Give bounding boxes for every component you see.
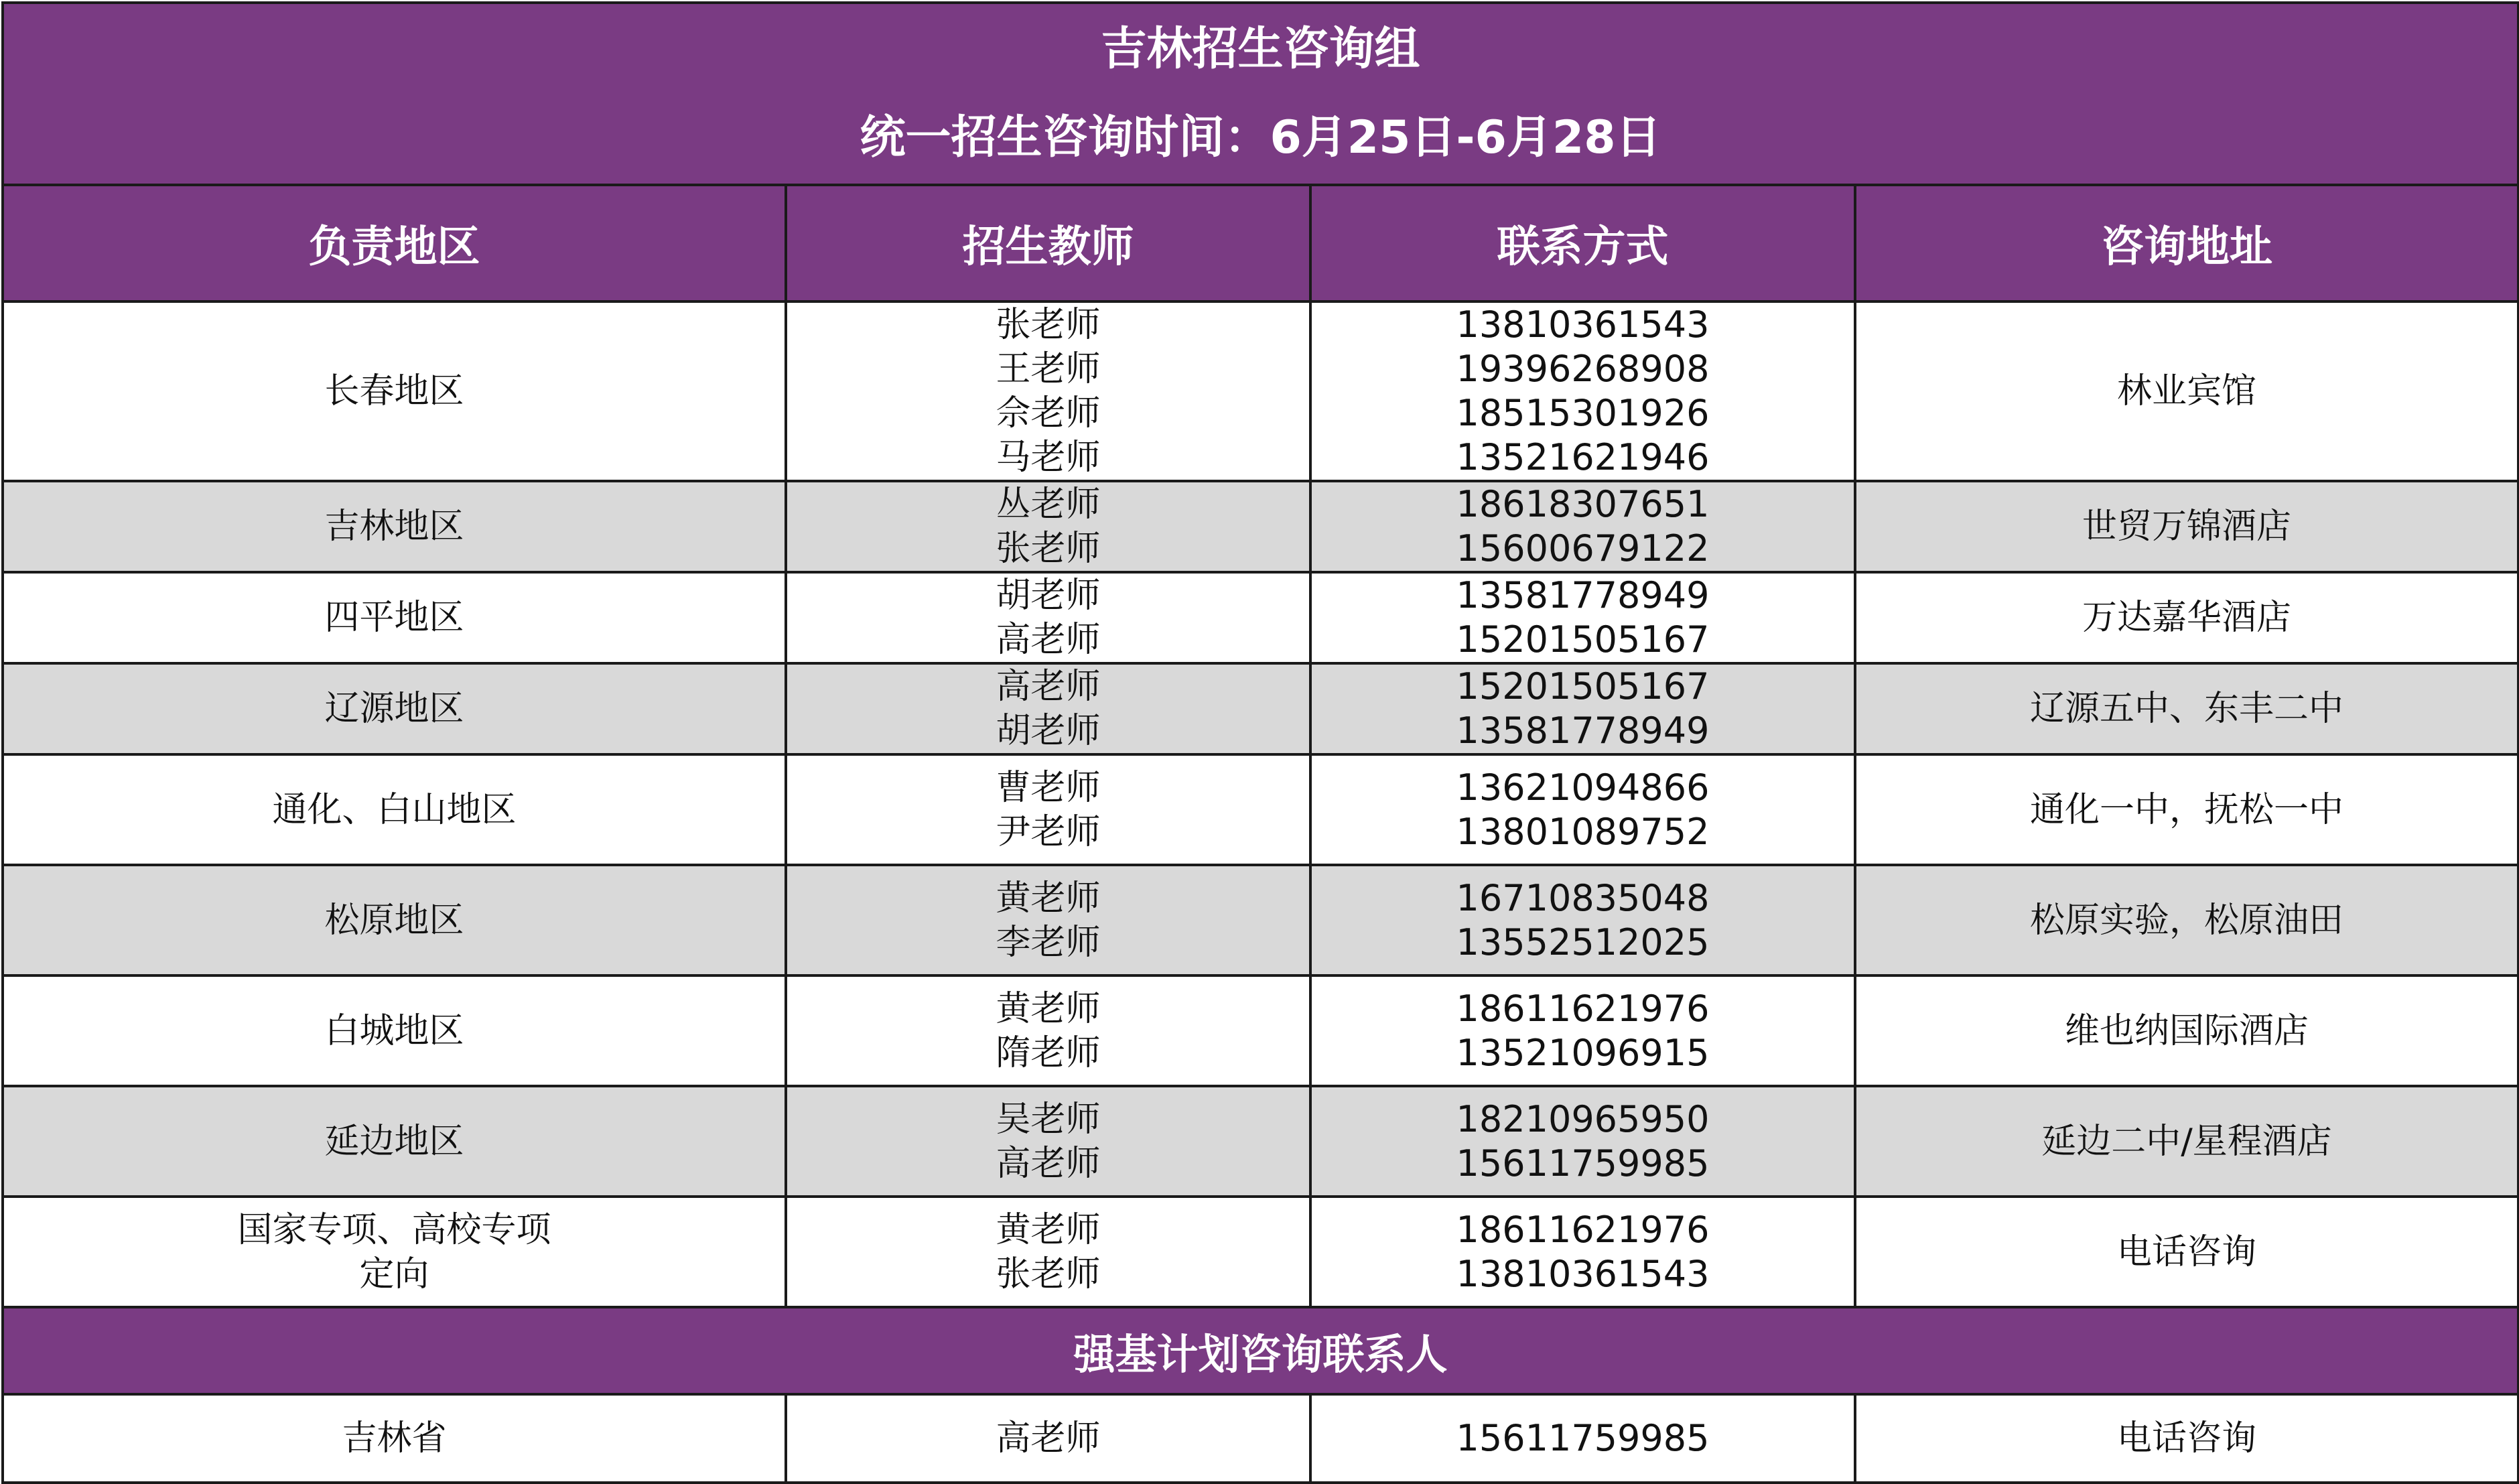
table-row bbox=[3, 754, 2518, 865]
phone-cell: 15611759985 bbox=[1310, 1394, 1855, 1483]
phone-cell bbox=[1310, 754, 1855, 865]
teacher-cell bbox=[786, 1197, 1310, 1307]
region-name: 吉林地区 bbox=[324, 507, 464, 547]
strong-base-title: 强基计划咨询联系人 bbox=[3, 1307, 2518, 1394]
column-header-teacher: 招生教师 bbox=[786, 185, 1310, 301]
teacher-name: 黄老师 bbox=[996, 1209, 1101, 1250]
teacher-name: 曹老师 bbox=[996, 767, 1101, 808]
teacher-cell bbox=[786, 754, 1310, 865]
page-title: 吉林招生咨询组 bbox=[1101, 23, 1420, 76]
teacher-cell bbox=[786, 975, 1310, 1086]
phone-number: 18210965950 bbox=[1456, 1097, 1710, 1140]
phone-cell bbox=[1310, 663, 1855, 754]
table-row bbox=[3, 572, 2518, 663]
column-header-row bbox=[3, 185, 2518, 301]
phone-number: 13621094866 bbox=[1456, 766, 1710, 809]
region-cell bbox=[3, 572, 786, 663]
table-row bbox=[3, 975, 2518, 1086]
region-cell bbox=[3, 975, 786, 1086]
region-name: 延边地区 bbox=[324, 1121, 464, 1162]
teacher-name: 佘老师 bbox=[996, 393, 1101, 433]
address-cell: 辽源五中、东丰二中 bbox=[1855, 663, 2518, 754]
section-row bbox=[3, 1307, 2518, 1394]
region-name: 定向 bbox=[359, 1254, 429, 1294]
teacher-name: 李老师 bbox=[996, 922, 1101, 963]
address-cell: 延边二中/星程酒店 bbox=[1855, 1086, 2518, 1197]
address-cell: 世贸万锦酒店 bbox=[1855, 481, 2518, 572]
teacher-name: 隋老师 bbox=[996, 1032, 1101, 1073]
teacher-name: 高老师 bbox=[996, 667, 1101, 707]
consultation-table bbox=[1, 1, 2519, 1484]
teacher-name: 尹老师 bbox=[996, 811, 1101, 852]
phone-number: 18611621976 bbox=[1456, 987, 1710, 1030]
address-cell: 林业宾馆 bbox=[1855, 301, 2518, 481]
phone-cell bbox=[1310, 481, 1855, 572]
address-cell: 电话咨询 bbox=[1855, 1394, 2518, 1483]
phone-number: 13810361543 bbox=[1456, 1252, 1710, 1295]
phone-number: 13810361543 bbox=[1456, 303, 1710, 346]
address-cell: 万达嘉华酒店 bbox=[1855, 572, 2518, 663]
address-cell: 通化一中，抚松一中 bbox=[1855, 754, 2518, 865]
phone-number: 13581778949 bbox=[1456, 710, 1710, 752]
teacher-name: 马老师 bbox=[996, 437, 1101, 478]
table-row bbox=[3, 1394, 2518, 1483]
phone-cell bbox=[1310, 301, 1855, 481]
address-cell: 维也纳国际酒店 bbox=[1855, 975, 2518, 1086]
region-name: 四平地区 bbox=[324, 598, 464, 638]
phone-cell bbox=[1310, 1086, 1855, 1197]
phone-cell bbox=[1310, 1197, 1855, 1307]
region-name: 辽源地区 bbox=[324, 689, 464, 729]
phone-cell bbox=[1310, 975, 1855, 1086]
column-header-contact: 联系方式 bbox=[1310, 185, 1855, 301]
region-cell bbox=[3, 481, 786, 572]
address-cell: 松原实验，松原油田 bbox=[1855, 865, 2518, 975]
region-name: 长春地区 bbox=[324, 371, 464, 411]
teacher-cell: 高老师 bbox=[786, 1394, 1310, 1483]
teacher-name: 张老师 bbox=[996, 529, 1101, 569]
title-row bbox=[3, 3, 2518, 185]
teacher-cell bbox=[786, 865, 1310, 975]
phone-number: 13581778949 bbox=[1456, 574, 1710, 616]
phone-cell bbox=[1310, 572, 1855, 663]
phone-cell bbox=[1310, 865, 1855, 975]
phone-number: 16710835048 bbox=[1456, 876, 1710, 919]
region-name: 白城地区 bbox=[324, 1010, 464, 1051]
teacher-cell bbox=[786, 481, 1310, 572]
region-cell bbox=[3, 1197, 786, 1307]
table-row bbox=[3, 1197, 2518, 1307]
teacher-name: 丛老师 bbox=[996, 484, 1101, 525]
region-cell: 吉林省 bbox=[3, 1394, 786, 1483]
teacher-cell bbox=[786, 663, 1310, 754]
phone-number: 15611759985 bbox=[1456, 1142, 1710, 1185]
consultation-time: 统一招生咨询时间：6月25日-6月28日 bbox=[860, 111, 1661, 164]
teacher-cell bbox=[786, 1086, 1310, 1197]
teacher-name: 高老师 bbox=[996, 620, 1101, 660]
phone-number: 18515301926 bbox=[1456, 392, 1710, 434]
phone-number: 13521096915 bbox=[1456, 1031, 1710, 1074]
region-name: 松原地区 bbox=[324, 900, 464, 941]
phone-number: 13552512025 bbox=[1456, 921, 1710, 963]
title-banner bbox=[3, 3, 2518, 185]
teacher-cell bbox=[786, 572, 1310, 663]
phone-number: 18618307651 bbox=[1456, 483, 1710, 525]
teacher-name: 王老师 bbox=[996, 349, 1101, 389]
region-cell bbox=[3, 865, 786, 975]
teacher-cell bbox=[786, 301, 1310, 481]
region-cell bbox=[3, 301, 786, 481]
phone-number: 19396268908 bbox=[1456, 348, 1710, 390]
teacher-name: 吴老师 bbox=[996, 1099, 1101, 1140]
column-header-address: 咨询地址 bbox=[1855, 185, 2518, 301]
region-name: 国家专项、高校专项 bbox=[237, 1209, 551, 1250]
region-cell bbox=[3, 663, 786, 754]
phone-number: 15201505167 bbox=[1456, 618, 1710, 661]
teacher-name: 胡老师 bbox=[996, 711, 1101, 751]
region-name: 通化、白山地区 bbox=[272, 789, 517, 830]
column-header-region: 负责地区 bbox=[3, 185, 786, 301]
phone-number: 15600679122 bbox=[1456, 527, 1710, 569]
table-row bbox=[3, 663, 2518, 754]
phone-number: 15201505167 bbox=[1456, 665, 1710, 707]
phone-number: 13521621946 bbox=[1456, 436, 1710, 478]
table-row bbox=[3, 1086, 2518, 1197]
region-cell bbox=[3, 754, 786, 865]
teacher-name: 高老师 bbox=[996, 1143, 1101, 1184]
address-cell: 电话咨询 bbox=[1855, 1197, 2518, 1307]
phone-number: 13801089752 bbox=[1456, 810, 1710, 853]
teacher-name: 张老师 bbox=[996, 1254, 1101, 1294]
teacher-name: 胡老师 bbox=[996, 576, 1101, 616]
table-row bbox=[3, 865, 2518, 975]
teacher-name: 张老师 bbox=[996, 305, 1101, 345]
region-cell bbox=[3, 1086, 786, 1197]
table-row bbox=[3, 301, 2518, 481]
phone-number: 18611621976 bbox=[1456, 1208, 1710, 1251]
table-row bbox=[3, 481, 2518, 572]
teacher-name: 黄老师 bbox=[996, 878, 1101, 919]
teacher-name: 黄老师 bbox=[996, 988, 1101, 1029]
